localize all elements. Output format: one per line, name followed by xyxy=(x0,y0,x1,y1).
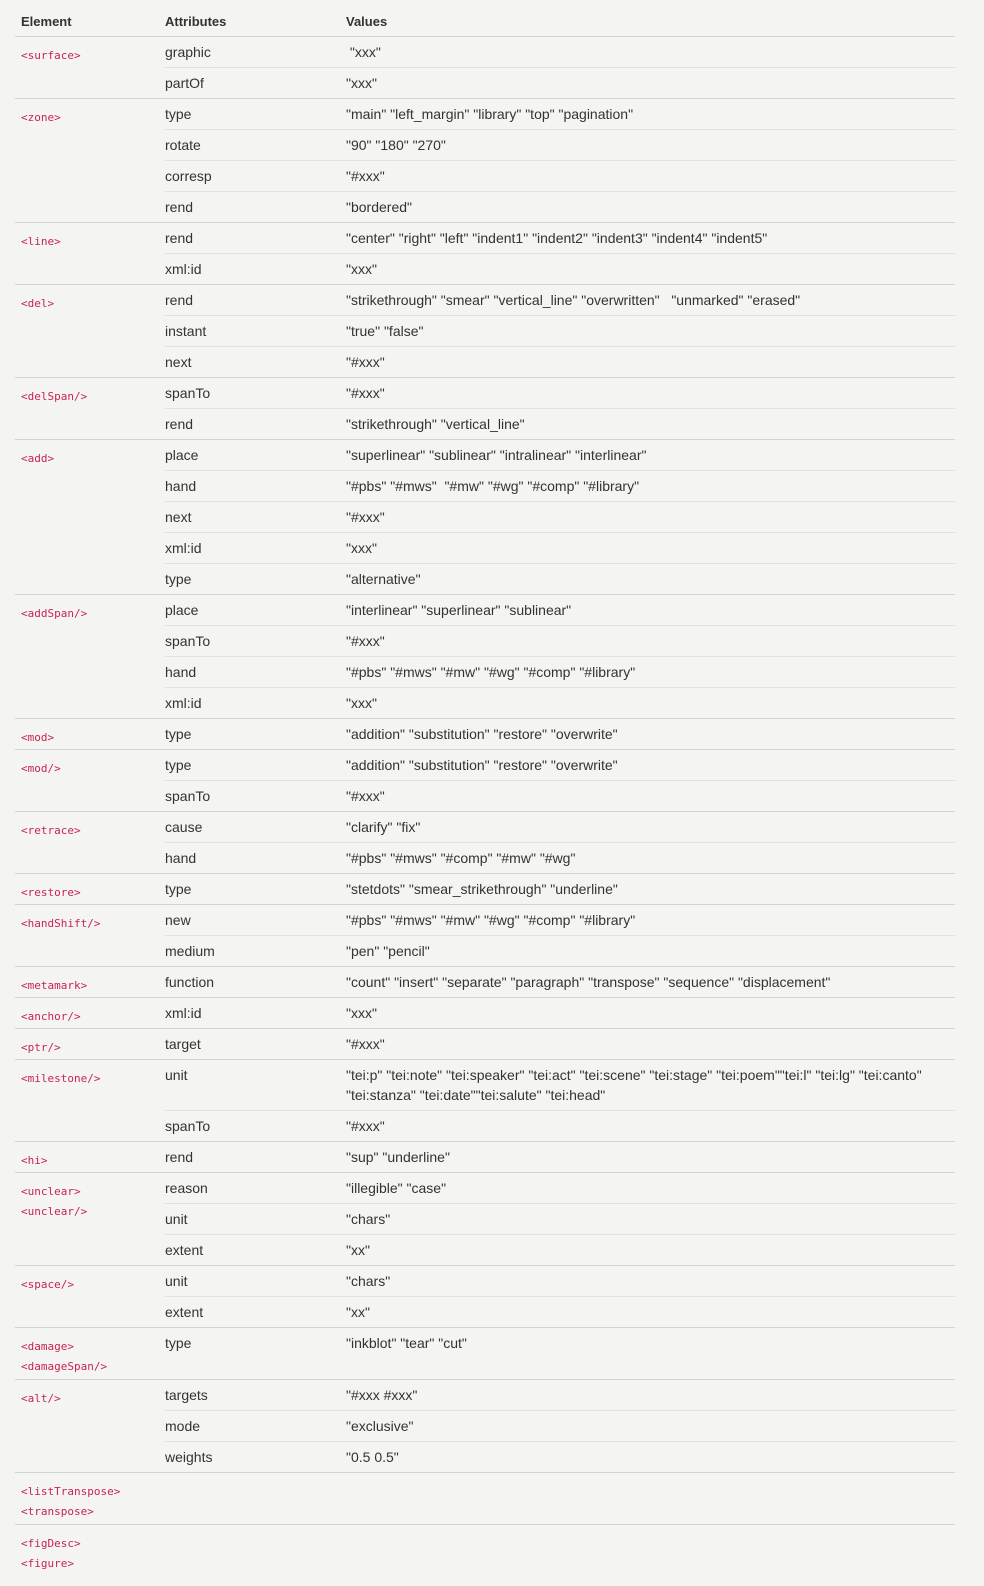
table-row xyxy=(165,1266,955,1296)
table-row xyxy=(165,687,955,718)
attribute-values: "illegible" "case" xyxy=(346,1180,447,1196)
element-group xyxy=(15,1029,955,1060)
element-name-cell xyxy=(15,1060,165,1141)
attribute-name: instant xyxy=(165,323,207,339)
element-tag: <line> xyxy=(21,235,61,248)
attribute-values: "strikethrough" "vertical_line" xyxy=(346,416,525,432)
attribute-name: unit xyxy=(165,1211,188,1227)
attribute-values: "xxx" xyxy=(346,44,381,60)
attribute-values: "#pbs" "#mws" "#mw" "#wg" "#comp" "#library" xyxy=(346,664,636,680)
element-group xyxy=(15,1266,955,1328)
table-row xyxy=(165,1203,955,1234)
attribute-values: "xx" xyxy=(346,1304,370,1320)
table-row xyxy=(165,501,955,532)
element-name-cell xyxy=(15,719,165,749)
attribute-values: "center" "right" "left" "indent1" "indent2" "indent3" "indent4" "indent5" xyxy=(346,230,768,246)
element-name-cell xyxy=(15,1029,165,1059)
table-row xyxy=(165,1110,955,1141)
attribute-rows xyxy=(165,750,955,811)
element-tag: <add> xyxy=(21,452,55,465)
attribute-name: xml:id xyxy=(165,261,202,277)
element-tag: <ptr/> xyxy=(21,1041,61,1054)
attribute-rows xyxy=(165,99,955,222)
attribute-rows xyxy=(165,1525,955,1581)
element-group xyxy=(15,967,955,998)
element-name-cell xyxy=(15,285,165,377)
table-row xyxy=(165,346,955,377)
element-tag: <space/> xyxy=(21,1278,74,1291)
attribute-name: unit xyxy=(165,1067,188,1083)
attribute-name: hand xyxy=(165,850,197,866)
element-tag: <surface> xyxy=(21,49,81,62)
element-group xyxy=(15,99,955,223)
elements-table xyxy=(15,7,955,1581)
element-name-cell xyxy=(15,812,165,873)
table-row xyxy=(165,812,955,842)
header-values: Values xyxy=(346,14,388,29)
attribute-name: rotate xyxy=(165,137,201,153)
table-row xyxy=(165,160,955,191)
table-row xyxy=(165,285,955,315)
attribute-name: hand xyxy=(165,664,197,680)
attribute-rows xyxy=(165,285,955,377)
attribute-name: graphic xyxy=(165,44,211,60)
attribute-rows xyxy=(165,440,955,594)
table-row xyxy=(165,378,955,408)
attribute-name: cause xyxy=(165,819,203,835)
element-tag: <damageSpan/> xyxy=(21,1360,108,1373)
attribute-values: "alternative" xyxy=(346,571,421,587)
attribute-values: "clarify" "fix" xyxy=(346,819,421,835)
attribute-values: "strikethrough" "smear" "vertical_line" "overwritten" "unmarked" "erased" xyxy=(346,292,801,308)
table-row xyxy=(165,408,955,439)
element-tag: <milestone/> xyxy=(21,1072,101,1085)
attribute-rows xyxy=(165,719,955,749)
attribute-rows xyxy=(165,223,955,284)
table-row xyxy=(165,315,955,346)
element-tag: <handShift/> xyxy=(21,917,101,930)
attribute-rows xyxy=(165,37,955,98)
attribute-values: "#xxx" xyxy=(346,354,385,370)
element-group xyxy=(15,874,955,905)
element-tag: <unclear> xyxy=(21,1185,81,1198)
element-name-cell xyxy=(15,595,165,718)
table-header xyxy=(15,7,955,37)
table-row xyxy=(165,99,955,129)
element-group xyxy=(15,1525,955,1581)
attribute-values: "true" "false" xyxy=(346,323,424,339)
element-tag: <retrace> xyxy=(21,824,81,837)
attribute-name: targets xyxy=(165,1387,208,1403)
attribute-rows xyxy=(165,998,955,1028)
attribute-name: type xyxy=(165,571,192,587)
header-attributes: Attributes xyxy=(165,14,227,29)
attribute-rows xyxy=(165,874,955,904)
attribute-rows xyxy=(165,1328,955,1379)
attribute-values: "pen" "pencil" xyxy=(346,943,430,959)
attribute-rows xyxy=(165,1473,955,1524)
element-group xyxy=(15,37,955,99)
element-group xyxy=(15,1380,955,1473)
table-row xyxy=(165,1142,955,1172)
element-name-cell xyxy=(15,37,165,98)
element-group xyxy=(15,719,955,750)
table-row xyxy=(165,253,955,284)
attribute-name: spanTo xyxy=(165,788,211,804)
attribute-values: "xxx" xyxy=(346,540,377,556)
table-row xyxy=(165,37,955,67)
attribute-values: "#xxx" xyxy=(346,168,385,184)
table-row xyxy=(165,470,955,501)
element-group xyxy=(15,1142,955,1173)
attribute-rows xyxy=(165,1173,955,1265)
element-tag: <figure> xyxy=(21,1557,74,1570)
attribute-name: function xyxy=(165,974,215,990)
element-name-cell xyxy=(15,967,165,997)
attribute-rows xyxy=(165,1266,955,1327)
attribute-values: "#pbs" "#mws" "#mw" "#wg" "#comp" "#library" xyxy=(346,912,636,928)
attribute-name: rend xyxy=(165,292,194,308)
attribute-name: corresp xyxy=(165,168,212,184)
element-group xyxy=(15,223,955,285)
attribute-name: type xyxy=(165,1335,192,1351)
element-name-cell xyxy=(15,99,165,222)
element-tag: <del> xyxy=(21,297,55,310)
element-tag: <anchor/> xyxy=(21,1010,81,1023)
table-row xyxy=(165,1410,955,1441)
attribute-values: "xxx" xyxy=(346,1005,377,1021)
table-body xyxy=(15,37,955,1581)
attribute-name: place xyxy=(165,447,199,463)
attribute-values: "inkblot" "tear" "cut" xyxy=(346,1335,467,1351)
element-name-cell xyxy=(15,905,165,966)
attribute-values: "xxx" xyxy=(346,695,377,711)
element-name-cell xyxy=(15,1266,165,1327)
attribute-values: "sup" "underline" xyxy=(346,1149,450,1165)
table-row xyxy=(165,223,955,253)
attribute-name: reason xyxy=(165,1180,208,1196)
table-row xyxy=(165,967,955,997)
element-group xyxy=(15,440,955,595)
element-name-cell xyxy=(15,1473,165,1524)
element-name-cell xyxy=(15,1173,165,1265)
table-row xyxy=(165,1234,955,1265)
attribute-rows xyxy=(165,812,955,873)
table-row xyxy=(165,129,955,160)
attribute-values: "chars" xyxy=(346,1211,391,1227)
element-group xyxy=(15,1060,955,1142)
attribute-values: "addition" "substitution" "restore" "overwrite" xyxy=(346,757,618,773)
table-row xyxy=(165,780,955,811)
table-row xyxy=(165,1296,955,1327)
attribute-values: "chars" xyxy=(346,1273,391,1289)
table-row xyxy=(165,1173,955,1203)
element-group xyxy=(15,285,955,378)
element-name-cell xyxy=(15,223,165,284)
attribute-name: rend xyxy=(165,230,194,246)
element-tag: <restore> xyxy=(21,886,81,899)
element-group xyxy=(15,595,955,719)
element-group xyxy=(15,998,955,1029)
element-tag: <figDesc> xyxy=(21,1537,81,1550)
attribute-values: "#xxx" xyxy=(346,788,385,804)
element-name-cell xyxy=(15,440,165,594)
attribute-name: spanTo xyxy=(165,385,211,401)
attribute-name: next xyxy=(165,354,192,370)
attribute-name: hand xyxy=(165,478,197,494)
element-tag: <alt/> xyxy=(21,1392,61,1405)
element-tag: <damage> xyxy=(21,1340,74,1353)
attribute-rows xyxy=(165,1380,955,1472)
attribute-rows xyxy=(165,378,955,439)
table-row xyxy=(165,1029,955,1059)
attribute-name: extent xyxy=(165,1242,204,1258)
element-tag: <mod> xyxy=(21,731,55,744)
element-name-cell xyxy=(15,1380,165,1472)
attribute-values: "xxx" xyxy=(346,75,377,91)
attribute-rows xyxy=(165,1029,955,1059)
attribute-rows xyxy=(165,595,955,718)
attribute-values: "count" "insert" "separate" "paragraph" "transpose" "sequence" "displacement" xyxy=(346,974,831,990)
attribute-values: "#pbs" "#mws" "#mw" "#wg" "#comp" "#library" xyxy=(346,478,640,494)
element-group xyxy=(15,812,955,874)
element-name-cell xyxy=(15,750,165,811)
table-row xyxy=(165,191,955,222)
element-tag: <addSpan/> xyxy=(21,607,88,620)
attribute-values: "addition" "substitution" "restore" "overwrite" xyxy=(346,726,618,742)
table-row xyxy=(165,935,955,966)
attribute-values: "bordered" xyxy=(346,199,412,215)
element-name-cell xyxy=(15,998,165,1028)
attribute-name: next xyxy=(165,509,192,525)
attribute-name: weights xyxy=(165,1449,213,1465)
element-tag: <listTranspose> xyxy=(21,1485,121,1498)
attribute-name: xml:id xyxy=(165,695,202,711)
table-row xyxy=(165,719,955,749)
element-tag: <transpose> xyxy=(21,1505,94,1518)
element-name-cell xyxy=(15,1142,165,1172)
attribute-name: place xyxy=(165,602,199,618)
attribute-values: "90" "180" "270" xyxy=(346,137,446,153)
table-row xyxy=(165,998,955,1028)
attribute-values: "#xxx" xyxy=(346,385,385,401)
attribute-values: "#xxx" xyxy=(346,1118,385,1134)
attribute-name: unit xyxy=(165,1273,188,1289)
attribute-rows xyxy=(165,967,955,997)
header-element: Element xyxy=(21,14,72,29)
element-tag: <mod/> xyxy=(21,762,61,775)
attribute-name: type xyxy=(165,881,192,897)
table-row xyxy=(165,563,955,594)
element-tag: <unclear/> xyxy=(21,1205,88,1218)
attribute-values: "#xxx #xxx" xyxy=(346,1387,418,1403)
element-group xyxy=(15,905,955,967)
table-row xyxy=(165,1380,955,1410)
attribute-rows xyxy=(165,1142,955,1172)
table-row xyxy=(165,656,955,687)
attribute-name: xml:id xyxy=(165,540,202,556)
attribute-values: "xx" xyxy=(346,1242,370,1258)
attribute-name: new xyxy=(165,912,191,928)
element-tag: <metamark> xyxy=(21,979,88,992)
element-group xyxy=(15,1173,955,1266)
element-name-cell xyxy=(15,1328,165,1379)
attribute-name: partOf xyxy=(165,75,204,91)
attribute-name: rend xyxy=(165,416,194,432)
table-row xyxy=(165,874,955,904)
attribute-values: "#xxx" xyxy=(346,633,385,649)
attribute-name: rend xyxy=(165,199,194,215)
attribute-name: mode xyxy=(165,1418,201,1434)
attribute-values: "0.5 0.5" xyxy=(346,1449,399,1465)
attribute-rows xyxy=(165,1060,955,1141)
attribute-name: medium xyxy=(165,943,215,959)
attribute-name: type xyxy=(165,757,192,773)
attribute-values: "xxx" xyxy=(346,261,377,277)
attribute-values: "#xxx" xyxy=(346,509,385,525)
attribute-values: "exclusive" xyxy=(346,1418,414,1434)
attribute-values: "stetdots" "smear_strikethrough" "underline" xyxy=(346,881,618,897)
table-row xyxy=(165,1441,955,1472)
element-tag: <zone> xyxy=(21,111,61,124)
attribute-name: spanTo xyxy=(165,633,211,649)
attribute-name: extent xyxy=(165,1304,204,1320)
attribute-values: "superlinear" "sublinear" "intralinear" "interlinear" xyxy=(346,447,647,463)
attribute-values: "main" "left_margin" "library" "top" "pagination" xyxy=(346,106,634,122)
element-group xyxy=(15,378,955,440)
element-tag: <delSpan/> xyxy=(21,390,88,403)
element-group xyxy=(15,1328,955,1380)
table-row xyxy=(165,1328,955,1358)
attribute-name: spanTo xyxy=(165,1118,211,1134)
table-row xyxy=(165,67,955,98)
table-row xyxy=(165,595,955,625)
element-name-cell xyxy=(15,1525,165,1581)
table-row xyxy=(165,625,955,656)
element-name-cell xyxy=(15,378,165,439)
attribute-values: "interlinear" "superlinear" "sublinear" xyxy=(346,602,572,618)
attribute-rows xyxy=(165,905,955,966)
table-row xyxy=(165,905,955,935)
attribute-name: type xyxy=(165,106,192,122)
table-row xyxy=(165,750,955,780)
table-row xyxy=(165,1060,955,1110)
attribute-values: "#pbs" "#mws" "#comp" "#mw" "#wg" xyxy=(346,850,576,866)
attribute-values: "#xxx" xyxy=(346,1036,385,1052)
table-row xyxy=(165,532,955,563)
attribute-values: "tei:p" "tei:note" "tei:speaker" "tei:act" "tei:scene" "tei:stage" "tei:poem""tei:l" "tei:lg" "tei:canto" "tei:stanza" "tei:date""tei:salute" "tei:head" xyxy=(346,1067,926,1103)
attribute-name: target xyxy=(165,1036,201,1052)
attribute-name: xml:id xyxy=(165,1005,202,1021)
table-row xyxy=(165,440,955,470)
element-tag: <hi> xyxy=(21,1154,48,1167)
attribute-name: type xyxy=(165,726,192,742)
element-name-cell xyxy=(15,874,165,904)
element-group xyxy=(15,750,955,812)
attribute-name: rend xyxy=(165,1149,194,1165)
table-row xyxy=(165,842,955,873)
element-group xyxy=(15,1473,955,1525)
